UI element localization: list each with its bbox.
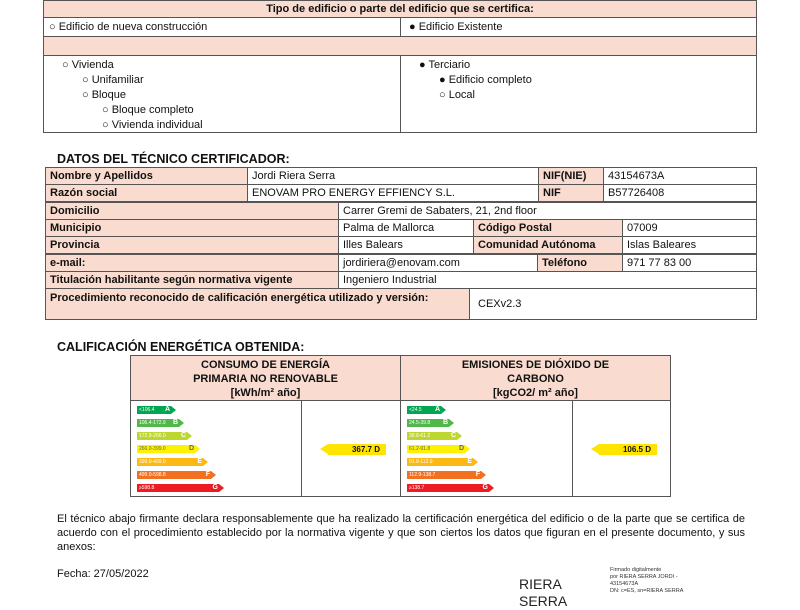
- emission-band-tip: [457, 432, 462, 440]
- qualification-value: Ingeniero Industrial: [338, 271, 757, 289]
- option-new-building: ○ Edificio de nueva construcción: [49, 21, 208, 33]
- emission-band-range: <24.5: [409, 407, 422, 413]
- option-bloque-completo: ○ Bloque completo: [102, 104, 194, 116]
- emission-band-c: [407, 432, 457, 440]
- emission-band-tip: [489, 484, 494, 492]
- consumption-band-g: [137, 484, 219, 492]
- consumption-arrow: 367.7 D: [328, 444, 386, 455]
- consumption-band-tip: [187, 432, 192, 440]
- emission-band-range: ≥138.7: [409, 485, 425, 491]
- procedure-value-text: CEXv2.3: [478, 298, 522, 310]
- emission-band-range: 112.9-138.7: [409, 472, 436, 478]
- consumption-band-tip: [203, 458, 208, 466]
- option-new-building-cell: [43, 17, 401, 37]
- technician-section-title: DATOS DEL TÉCNICO CERTIFICADOR:: [57, 152, 290, 166]
- consumption-band-range: 499.0-598.8: [139, 472, 166, 478]
- postal-code-value: 07009: [622, 219, 757, 237]
- consumption-band-tip: [219, 484, 224, 492]
- digital-signature-line: Firmado digitalmente: [610, 567, 662, 573]
- consumption-band-letter: A: [164, 406, 170, 413]
- option-edificio-completo: ● Edificio completo: [439, 74, 532, 86]
- emissions-arrow: 106.5 D: [599, 444, 657, 455]
- consumption-band-range: 106.4-172.9: [139, 420, 166, 426]
- community-value: Islas Baleares: [622, 236, 757, 254]
- consumption-band-letter: B: [172, 419, 178, 426]
- phone-value: 971 77 83 00: [622, 254, 757, 272]
- consumption-band-letter: G: [212, 484, 218, 491]
- consumption-band-b: [137, 419, 179, 427]
- option-terciario: ● Terciario: [419, 59, 471, 71]
- emission-band-g: [407, 484, 489, 492]
- address-value: Carrer Gremi de Sabaters, 21, 2nd floor: [338, 202, 757, 220]
- community-label: Comunidad Autónoma: [473, 236, 623, 254]
- emission-band-d: [407, 445, 465, 453]
- email-label: e-mail:: [45, 254, 339, 272]
- signature-name: [519, 576, 567, 610]
- emission-band-tip: [449, 419, 454, 427]
- consumption-band-f: [137, 471, 211, 479]
- name-label: Nombre y Apellidos: [45, 167, 248, 185]
- procedure-label: [45, 288, 470, 320]
- consumption-header: [130, 355, 401, 401]
- emission-band-e: [407, 458, 473, 466]
- emission-band-f: [407, 471, 481, 479]
- nif-value: B57726408: [603, 184, 757, 202]
- consumption-band-c: [137, 432, 187, 440]
- province-label: Provincia: [45, 236, 339, 254]
- emissions-unit: [kgCO2/ m² año]: [493, 387, 578, 399]
- option-vivienda: ○ Vivienda: [62, 59, 114, 71]
- building-type-header: [43, 0, 757, 18]
- option-existing-building: ● Edificio Existente: [409, 21, 503, 33]
- nif-nie-label: NIF(NIE): [538, 167, 604, 185]
- phone-label: Teléfono: [537, 254, 623, 272]
- consumption-band-range: ≥598.8: [139, 485, 155, 491]
- emission-band-range: 91.8-112.9: [409, 459, 433, 465]
- emission-band-letter: E: [467, 458, 472, 465]
- consumption-band-range: 172.9-266.0: [139, 433, 166, 439]
- consumption-band-tip: [171, 406, 176, 414]
- digital-signature-block: [610, 567, 683, 595]
- emission-band-letter: G: [482, 484, 488, 491]
- emission-band-b: [407, 419, 449, 427]
- municipality-value: Palma de Mallorca: [338, 219, 474, 237]
- emission-band-range: 61.2-91.8: [409, 446, 431, 452]
- emission-band-tip: [473, 458, 478, 466]
- digital-signature-line: por RIERA SERRA JORDI -: [610, 574, 678, 580]
- company-value: ENOVAM PRO ENERGY EFFIENCY S.L.: [247, 184, 539, 202]
- postal-code-label: Código Postal: [473, 219, 623, 237]
- nif-label: NIF: [538, 184, 604, 202]
- option-unifamiliar: ○ Unifamiliar: [82, 74, 144, 86]
- emission-band-letter: B: [442, 419, 448, 426]
- company-label: Razón social: [45, 184, 248, 202]
- municipality-label: Municipio: [45, 219, 339, 237]
- name-value: Jordi Riera Serra: [247, 167, 539, 185]
- emissions-title: EMISIONES DE DIÓXIDO DE CARBONO: [461, 359, 610, 385]
- consumption-band-d: [137, 445, 195, 453]
- digital-signature-line: 43154673A: [610, 581, 639, 587]
- option-existing-building-cell: [400, 17, 757, 37]
- emission-band-a: [407, 406, 441, 414]
- emission-band-letter: D: [458, 445, 464, 452]
- emission-band-letter: A: [434, 406, 440, 413]
- emission-band-range: 24.5-39.8: [409, 420, 431, 426]
- address-label: Domicilio: [45, 202, 339, 220]
- signature-name-line1: RIERA: [519, 576, 562, 592]
- building-type-header-text: Tipo de edificio o parte del edificio que se certifica:: [266, 3, 534, 15]
- emissions-header: [400, 355, 671, 401]
- option-local: ○ Local: [439, 89, 475, 101]
- qualification-label: Titulación habilitante según normativa vigente: [45, 271, 339, 289]
- consumption-band-tip: [179, 419, 184, 427]
- consumption-band-letter: E: [197, 458, 202, 465]
- consumption-band-tip: [211, 471, 216, 479]
- emission-band-tip: [465, 445, 470, 453]
- nif-nie-value: 43154673A: [603, 167, 757, 185]
- consumption-band-range: <106.4: [139, 407, 155, 413]
- building-type-spacer: [43, 36, 757, 56]
- digital-signature-line: DN: c=ES, sn=RIERA SERRA: [610, 588, 684, 594]
- procedure-label-text: Procedimiento reconocido de calificación energética utilizado y versión:: [50, 292, 429, 304]
- emissions-arrow-tip: [591, 444, 599, 454]
- email-value: jordiriera@enovam.com: [338, 254, 538, 272]
- consumption-band-letter: D: [188, 445, 194, 452]
- consumption-band-letter: F: [205, 471, 210, 478]
- signature-name-line2: SERRA: [519, 593, 568, 609]
- consumption-band-range: 399.0-499.0: [139, 459, 166, 465]
- declaration-text: El técnico abajo firmante declara responsablemente que ha realizado la certificación energética del edificio o de la parte que se certifica de acuerdo con el procedimiento establecido por la normativa vigente y que son ciertos los datos que figuran en el presente documento, y sus anexos:: [57, 513, 745, 553]
- consumption-band-a: [137, 406, 171, 414]
- emission-band-letter: F: [475, 471, 480, 478]
- option-bloque: ○ Bloque: [82, 89, 126, 101]
- emission-band-tip: [481, 471, 486, 479]
- consumption-unit: [kWh/m² año]: [230, 387, 301, 399]
- tertiary-options: [400, 55, 757, 133]
- option-vivienda-individual: ○ Vivienda individual: [102, 119, 203, 131]
- residential-options: [43, 55, 401, 133]
- province-value: Illes Balears: [338, 236, 474, 254]
- procedure-value: [469, 288, 757, 320]
- emission-band-letter: C: [450, 432, 456, 439]
- date-text: Fecha: 27/05/2022: [57, 568, 149, 580]
- consumption-band-letter: C: [180, 432, 186, 439]
- emission-band-tip: [441, 406, 446, 414]
- consumption-band-range: 266.0-399.0: [139, 446, 166, 452]
- rating-section-title: CALIFICACIÓN ENERGÉTICA OBTENIDA:: [57, 340, 305, 354]
- consumption-title: CONSUMO DE ENERGÍA PRIMARIA NO RENOVABLE: [193, 359, 338, 385]
- consumption-band-e: [137, 458, 203, 466]
- consumption-band-tip: [195, 445, 200, 453]
- consumption-arrow-tip: [320, 444, 328, 454]
- emission-band-range: 39.8-61.2: [409, 433, 431, 439]
